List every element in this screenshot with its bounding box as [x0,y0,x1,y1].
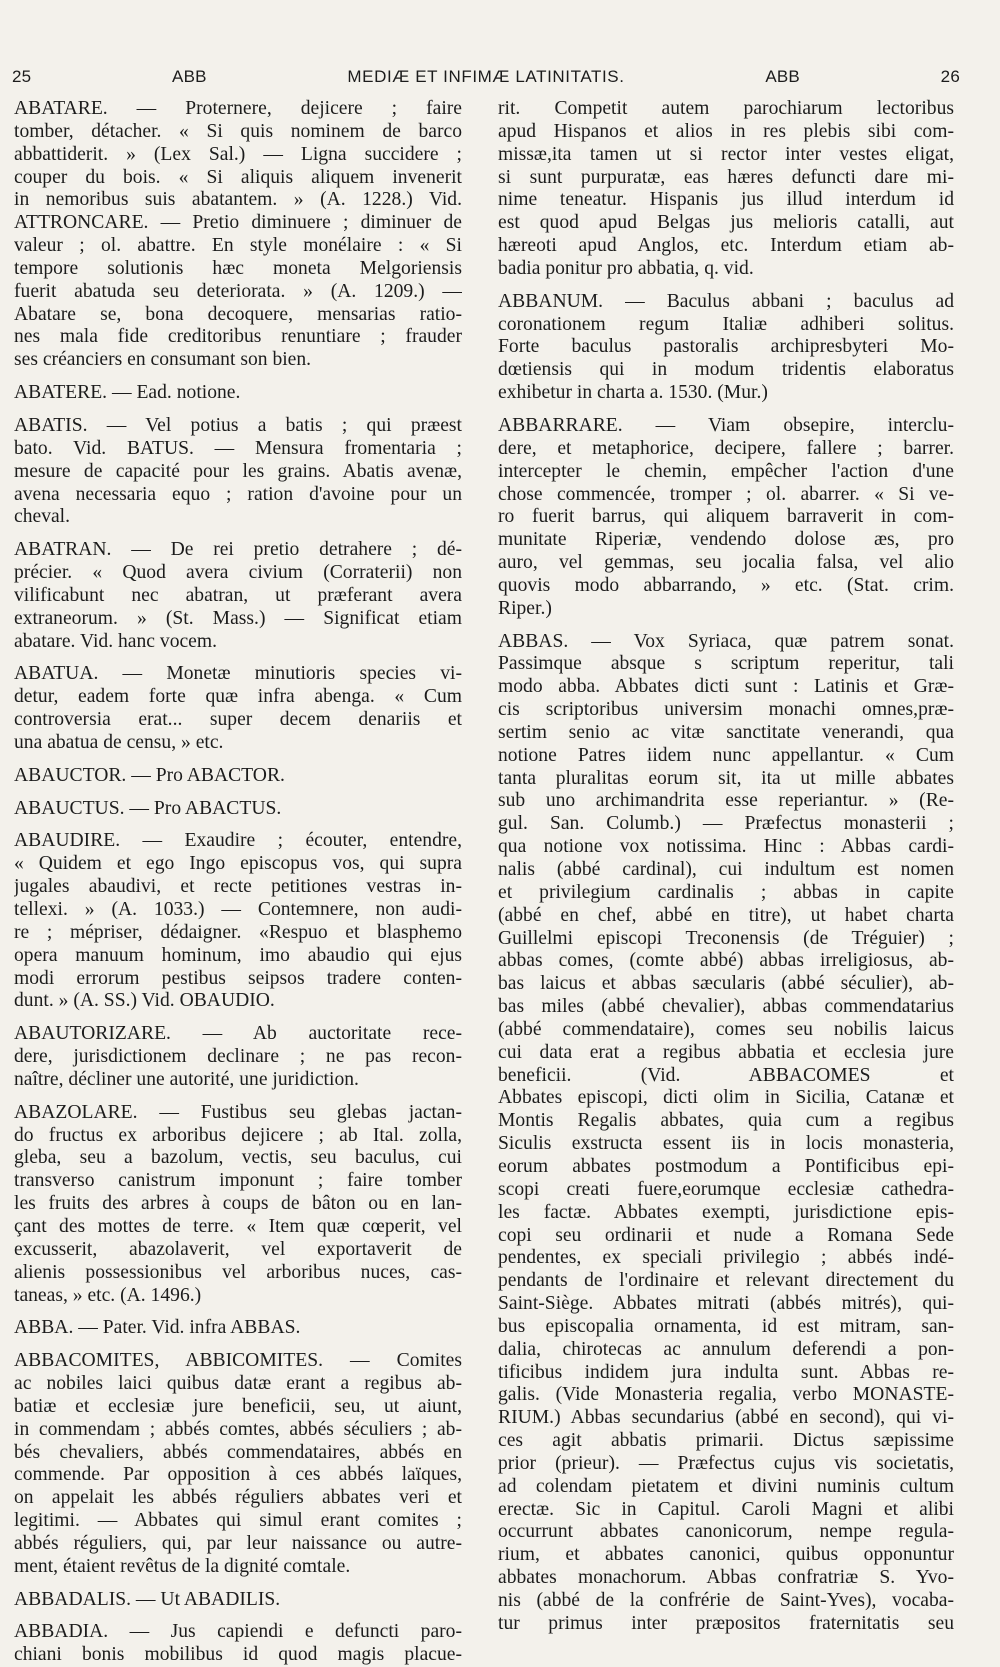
text-line: intercepter le chemin, empêcher l'action d'une [498,460,954,482]
text-line: gul. San. Columb.) — Præfectus monasterii ; [498,813,954,835]
text-line: modo abba. Abbates dicti sunt : Latinis et Græ- [498,676,954,698]
text-line: précier. « Quod avera civium (Corraterii) non [14,562,462,584]
text-line: copi seu ordinarii et nude a Romana Sede [498,1224,954,1246]
entry-gap [14,788,462,798]
text-line: ABATARE. — Proternere, dejicere ; faire [14,98,462,119]
left-running-abbr: ABB [172,67,207,86]
text-line: ABBADALIS. — Ut ABADILIS. [14,1588,281,1610]
text-line: nalis (abbé cardinal), cui indultum est nomen [498,859,954,880]
text-line: cis scriptoribus universim monachi omnes,præ- [498,699,954,721]
text-line: abbas comes, (comte abbé) abbas irreligiosus, ab- [498,950,954,972]
text-line: ABATERE. — Ead. notione. [14,382,241,404]
text-line: coronationem regum Italiæ adhiberi solitus. [498,313,954,335]
right-running-abbr: ABB [765,67,800,86]
entry-gap [498,405,954,415]
entry-gap [14,1611,462,1621]
entry-gap [14,1092,462,1102]
text-line: badia ponitur pro abbatia, q. vid. [498,257,754,279]
text-line: cui data erat a regibus abbatia et ecclesia jure [498,1041,954,1063]
text-line: ment, étaient revêtus de la dignité comtale. [14,1555,351,1577]
text-line: couper du bois. « Si aliquis aliquem invenerit [14,166,462,188]
text-line: Abbates episcopi, dicti olim in Sicilia, Catanæ et [498,1087,954,1109]
text-line: cheval. [14,506,71,528]
text-line: opera manuum hominum, imo abaudio qui ejus [14,944,462,966]
text-line: modi errorum pestibus seipsos tradere conten- [14,967,462,989]
text-line: jugales abaudivi, et recte petitiones vestras in- [14,876,462,898]
left-column [14,98,462,1667]
entry-gap [14,1307,462,1317]
text-line: prior (prieur). — Præfectus cujus vis societatis, [498,1452,954,1474]
text-line: bas miles (abbé chevalier), abbas commendatarius [498,996,954,1018]
text-line: Forte baculus pastoralis archipresbyteri Mo- [498,336,954,358]
entry-gap [14,372,462,382]
text-line: nis (abbé de la confrérie de Saint-Yves), vocaba- [498,1590,954,1611]
right-page-number: 26 [940,67,960,86]
text-line: les fruits des arbres à coups de bâton ou en lan- [14,1193,462,1215]
text-line: et privilegium cardinalis ; abbas in capite [498,881,954,903]
text-line: ABAUCTOR. — Pro ABACTOR. [14,764,285,786]
text-line: nes mala fide creditoribus renuntiare ; frauder [14,326,462,348]
text-line: ABATRAN. — De rei pretio detrahere ; dé- [14,539,462,561]
text-line: si sunt purpuratæ, eas hæres defuncti dare mi- [498,166,954,188]
text-line: les factæ. Abbates exempti, jurisdictione epis- [498,1201,954,1223]
text-line: scopi creati fuere,eorumque ecclesiæ cathedra- [498,1178,954,1200]
text-line: ac nobiles laici quibus datæ erant a regibus ab- [14,1373,462,1395]
text-line: ABATIS. — Vel potius a batis ; qui præest [14,414,462,436]
text-line: sertim senio ac vitæ sanctitate venerandi, qua [498,721,954,743]
text-line: eorum abbates postmodum a Pontificibus epi- [498,1155,954,1177]
text-line: ad colendam pietatem et divini numinis cultum [498,1475,954,1497]
text-line: Guillelmi episcopi Treconensis (de Tréguier) ; [498,927,954,949]
text-line: ses créanciers en consumant son bien. [14,349,312,371]
entry-gap [498,281,954,291]
text-line: nime teneatur. Hispanis jus illud interdum id [498,189,954,211]
text-line: auro, vel gemmas, seu jocalia falsa, vel alio [498,552,954,574]
text-line: dunt. » (A. SS.) Vid. OBAUDIO. [14,990,275,1012]
text-line: bato. Vid. BATUS. — Mensura fromentaria ; [14,437,462,459]
text-line: exhibetur in charta a. 1530. (Mur.) [498,382,768,404]
text-line: excusserit, abazolaverit, vel exportaverit de [14,1238,462,1260]
text-line: batiæ et ecclesiæ jure beneficii, seu, ut aiunt, [14,1395,462,1417]
entry-gap [14,405,462,415]
right-column [498,98,954,1636]
text-line: tificibus indidem jura indulta sunt. Abbas re- [498,1361,954,1383]
entry-gap [498,621,954,631]
text-line: ABAUTORIZARE. — Ab auctoritate rece- [14,1023,462,1045]
text-line: on appelait les abbés réguliers abbates veri et [14,1487,462,1509]
text-line: ro fuerit barrus, qui aliquem barraverit in com- [498,506,954,528]
text-line: naître, décliner une autorité, une juridiction. [14,1068,359,1090]
text-line: ABATUA. — Monetæ minutioris species vi- [14,663,462,685]
entry-gap [14,1340,462,1350]
text-line: do fructus ex arboribus dejicere ; ab Ital. zolla, [14,1124,462,1146]
text-line: Siculis exstructa essent iis in locis monasteria, [498,1133,954,1155]
text-line: quovis modo abbarrando, » etc. (Stat. crim. [498,574,954,596]
text-line: rium, et abbates canonici, quibus opponuntur [498,1544,954,1566]
running-title: MEDIÆ ET INFIMÆ LATINITATIS. [347,67,625,86]
text-line: rit. Competit autem parochiarum lectoribus [498,98,954,119]
text-line: sub uno archimandrita esse reperiantur. » (Re- [498,790,954,812]
entry-gap [14,755,462,765]
text-line: erectæ. Sic in Capitul. Caroli Magni et alibi [498,1498,954,1520]
text-line: ABBARRARE. — Viam obsepire, interclu- [498,414,954,436]
text-line: (abbé en chef, abbé en titre), ut habet charta [498,904,954,926]
text-line: (abbé commendataire), comes seu nobilis laicus [498,1018,954,1040]
text-line: una abatua de censu, » etc. [14,731,224,753]
text-line: ABBACOMITES, ABBICOMITES. — Comites [14,1350,462,1372]
text-line: chose commencée, tromper ; ol. abarrer. « Si ve- [498,483,954,505]
text-line: controversia erat... super decem denariis et [14,709,462,731]
text-line: gleba, seu a bazolum, vectis, seu baculus, cui [14,1147,462,1169]
text-line: alienis possessionibus vel arboribus nuces, cas- [14,1261,462,1283]
text-line: tellexi. » (A. 1033.) — Contemnere, non audi- [14,899,462,920]
left-page-number: 25 [12,67,32,86]
text-line: Abatare se, bona decoquere, mensarias ratio- [14,303,462,325]
text-line: ABBANUM. — Baculus abbani ; baculus ad [498,290,954,312]
text-line: in nemoribus suis abatantem. » (A. 1228.) Vid. [14,189,462,211]
text-line: tempore solutionis hæc moneta Melgoriensis [14,257,462,279]
text-line: notione Patres iidem nunc appellantur. « Cum [498,744,954,766]
text-line: RIUM.) Abbas secundarius (abbé en second), qui vi- [498,1407,954,1429]
text-line: tur primus inter præpositos fraternitatis seu [498,1612,954,1634]
text-line: ABBADIA. — Jus capiendi e defuncti paro- [14,1621,462,1643]
text-line: ABBAS. — Vox Syriaca, quæ patrem sonat. [498,630,954,652]
text-line: Saint-Siège. Abbates mitrati (abbés mitrés), qui- [498,1293,954,1315]
text-line: abbates monachorum. Abbas confratriæ S. Yvo- [498,1567,954,1589]
text-line: tomber, détacher. « Si quis nominem de barco [14,120,462,142]
text-line: Riper.) [498,597,552,619]
text-line: pendentes, ex speciali privilegio ; abbés indé- [498,1247,954,1269]
text-line: Passimque absque s scriptum reperitur, tali [498,653,954,675]
text-line: beneficii. (Vid. ABBACOMES et [498,1064,954,1086]
text-line: fuerit abatuda seu deteriorata. » (A. 1209.) — [14,280,462,302]
text-line: commende. Par opposition à ces abbés laïques, [14,1464,462,1486]
text-line: missæ,ita tamen ut si rector inter vestes eligat, [498,143,954,165]
running-header [12,60,960,94]
entry-gap [14,1013,462,1023]
text-line: bas laicus et abbas sæcularis (abbé séculier), ab- [498,973,954,995]
text-line: in commendam ; abbés comtes, abbés séculiers ; ab- [14,1418,462,1440]
text-line: transverso canistrum imponunt ; faire tomber [14,1170,462,1192]
text-line: mesure de capacité pour les grains. Abatis avenæ, [14,460,462,482]
text-line: ABAUCTUS. — Pro ABACTUS. [14,797,282,819]
text-line: qua notione vox notissima. Hinc : Abbas cardi- [498,836,954,858]
text-line: detur, eadem forte quæ infra abenga. « Cum [14,686,462,708]
text-line: est quod apud Belgas jus melioris catalli, aut [498,212,954,234]
text-line: bés chevaliers, abbés commendataires, abbés en [14,1441,462,1463]
text-line: occurrunt abbates canonicorum, nempe regula- [498,1521,954,1543]
text-line: bus episcopalia ornamenta, id est mitram, san- [498,1315,954,1337]
text-line: pendants de l'ordinaire et relevant directement du [498,1270,954,1292]
text-line: ABBA. — Pater. Vid. infra ABBAS. [14,1317,301,1339]
entry-gap [14,653,462,663]
text-line: chiani bonis mobilibus id quod magis placue- [14,1644,462,1666]
text-line: extraneorum. » (St. Mass.) — Significat etiam [14,607,462,629]
text-line: abbés réguliers, qui, par leur naissance ou autre- [14,1532,462,1554]
text-line: dere, jurisdictionem declinare ; ne pas recon- [14,1046,462,1068]
text-line: abatare. Vid. hanc vocem. [14,630,218,652]
text-line: çant des mottes de terre. « Item quæ cœperit, vel [14,1215,462,1237]
entry-gap [14,820,462,830]
text-line: munitate Riperiæ, vendendo dolose æs, pro [498,529,954,551]
text-line: vilificabunt nec abatran, ut præferant avera [14,584,462,606]
text-line: abbattiderit. » (Lex Sal.) — Ligna succidere ; [14,143,462,165]
text-line: dalia, chirotecas ac annulum deferendi a pon- [498,1338,954,1360]
text-line: galis. (Vide Monasteria regalia, verbo MONASTE- [498,1384,954,1406]
text-line: apud Hispanos et alios in res plebis sibi com- [498,120,954,142]
text-line: tanta pluralitas eorum sit, ita ut mille abbates [498,767,954,789]
text-line: Montis Regalis abbates, quia cum a regibus [498,1110,954,1132]
text-line: ABAUDIRE. — Exaudire ; écouter, entendre, [14,830,462,852]
text-line: legitimi. — Abbates qui simul erant comites ; [14,1510,462,1532]
text-line: hæreoti apud Anglos, etc. Interdum etiam ab- [498,235,954,257]
text-line: avena necessaria equo ; ration d'avoine pour un [14,483,462,505]
text-line: ATTRONCARE. — Pretio diminuere ; diminuer de [14,212,462,234]
text-line: ABAZOLARE. — Fustibus seu glebas jactan- [14,1101,462,1123]
text-line: dere, et metaphorice, decipere, fallere ; barrer. [498,437,954,459]
text-line: valeur ; ol. abattre. En style monélaire : « Si [14,235,462,257]
entry-gap [14,1579,462,1589]
text-line: taneas, » etc. (A. 1496.) [14,1284,202,1306]
text-line: ces agit abbatis primarii. Dictus sæpissime [498,1430,954,1452]
entry-gap [14,529,462,539]
text-line: dœtiensis qui in modum tridentis elaboratus [498,359,954,381]
text-line: « Quidem et ego Ingo episcopus vos, qui supra [14,853,462,875]
text-line: re ; mépriser, dédaigner. «Respuo et blasphemo [14,921,462,943]
